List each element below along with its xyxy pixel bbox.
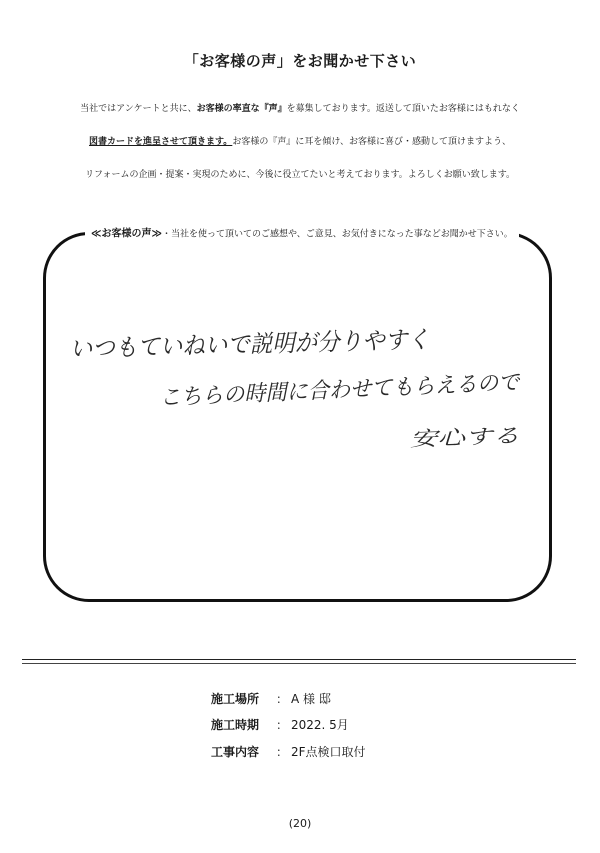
- colon: ：: [275, 718, 288, 732]
- colon: ：: [275, 745, 288, 759]
- intro-emphasis: お客様の率直な『声』: [196, 104, 287, 114]
- divider-line: [22, 659, 576, 660]
- voice-prompt: ・当社を使って頂いてのご感想や、ご意見、お気付きになった事などお聞かせ下さい。: [161, 229, 513, 240]
- voice-label: ≪お客様の声≫: [91, 228, 162, 240]
- info-row-site: [211, 690, 331, 707]
- handwritten-line-1: いつもていねいで説明が分りやすく: [69, 324, 455, 363]
- intro-line-1: [0, 101, 600, 114]
- handwritten-line-3: 安心する: [409, 424, 491, 451]
- page-number: (20): [288, 817, 312, 830]
- intro-gift-card: 図書カードを進呈させて頂きます。: [89, 137, 233, 147]
- info-row-work: [211, 743, 366, 760]
- intro-line-2: [0, 134, 600, 147]
- colon: ：: [275, 692, 288, 706]
- page-title: 「お客様の声」をお聞かせ下さい: [183, 52, 417, 70]
- work-label: 工事内容: [211, 745, 260, 759]
- voice-box-header: [85, 225, 519, 240]
- date-label: 施工時期: [211, 718, 260, 732]
- intro-text: お客様の『声』に耳を傾け、お客様に喜び・感動して頂けますよう、: [232, 137, 511, 147]
- handwritten-line-2: こちらの時間に合わせてもらえるので: [159, 369, 534, 411]
- intro-text: を募集しております。返送して頂いたお客様にはもれなく: [286, 104, 520, 114]
- work-value: 2F点検口取付: [291, 745, 366, 759]
- intro-line-3: リフォームの企画・提案・実現のために、今後に役立てたいと考えております。よろしくお願い致します。: [84, 170, 516, 180]
- divider-line: [22, 663, 576, 664]
- intro-text: 当社ではアンケートと共に、: [80, 104, 197, 114]
- customer-voice-box: [43, 229, 552, 602]
- site-label: 施工場所: [211, 692, 260, 706]
- site-value: A 様 邸: [291, 692, 331, 706]
- date-value: 2022. 5月: [291, 718, 349, 732]
- info-row-date: [211, 716, 349, 733]
